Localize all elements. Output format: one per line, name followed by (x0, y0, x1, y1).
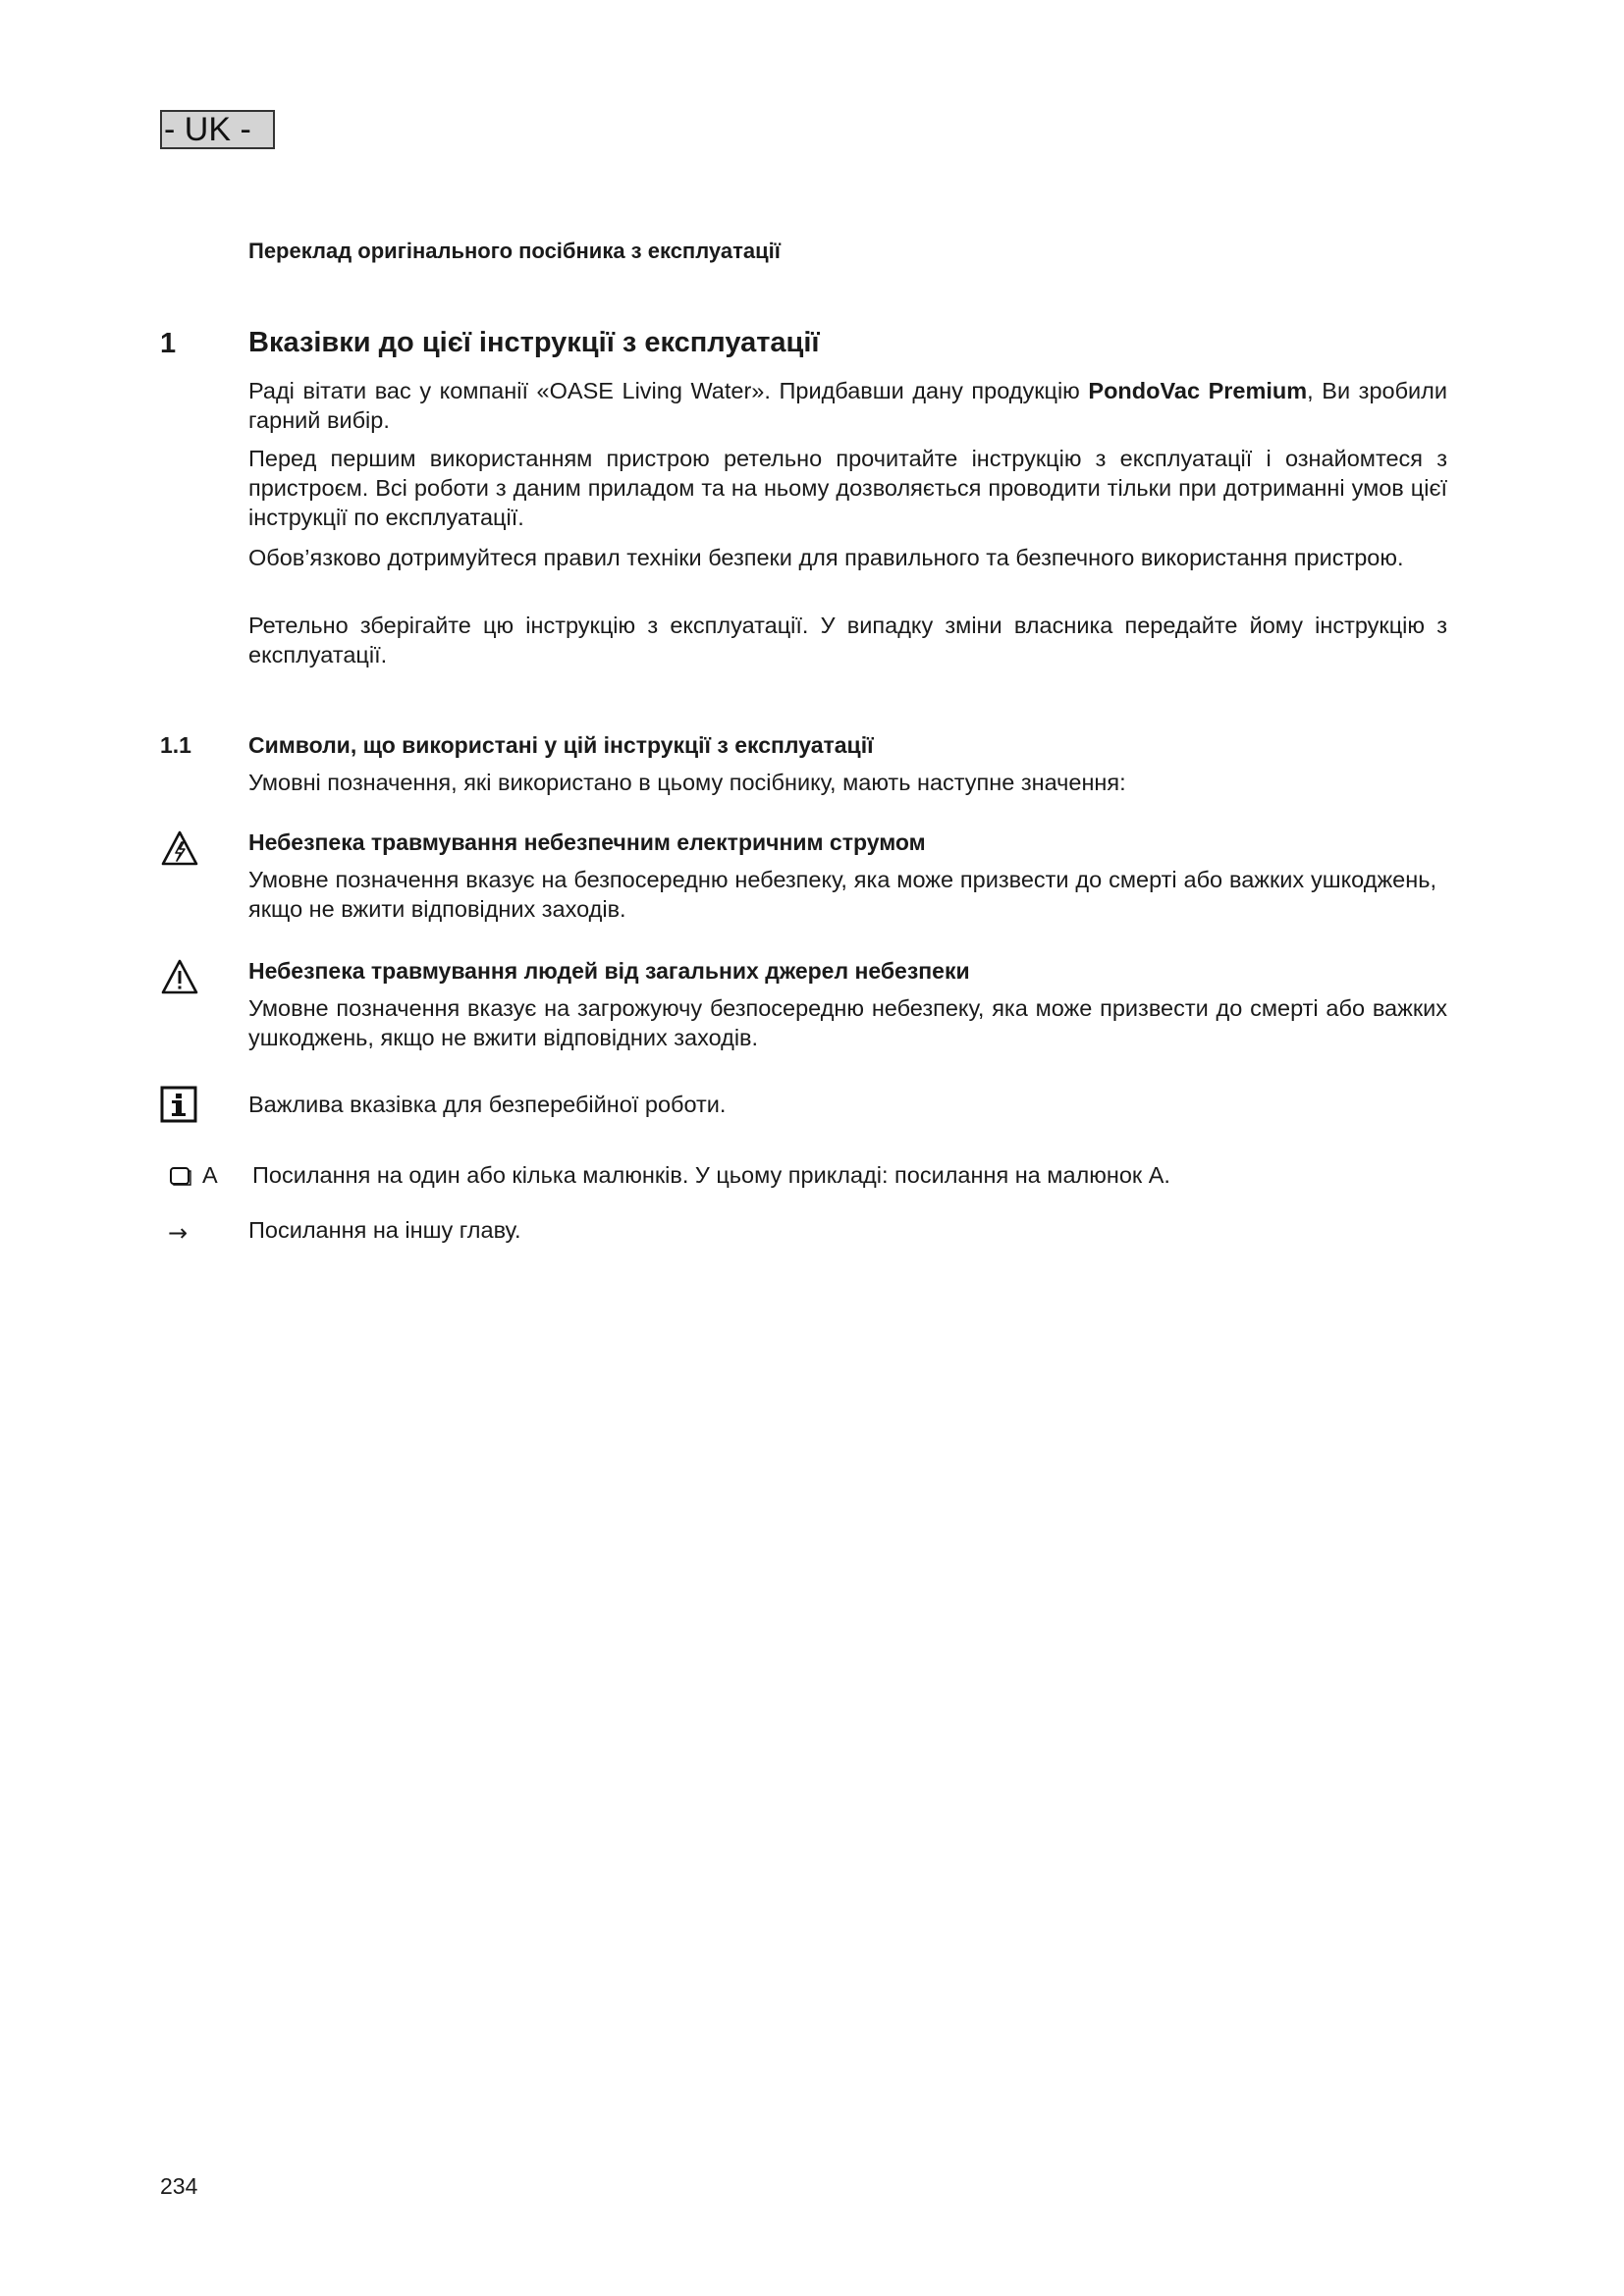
general-hazard-text: Умовне позначення вказує на загрожуючу безпосередню небезпеку, яка може призвести до смерті або важких ушкоджень, якщо не вжити відповідних заходів. (248, 995, 1447, 1050)
figure-reference-icon (169, 1165, 192, 1192)
info-text: Важлива вказівка для безперебійної роботи. (248, 1092, 727, 1117)
subsection-number: 1.1 (160, 732, 191, 758)
product-name: PondoVac Premium (1088, 378, 1308, 403)
general-warning-icon (160, 958, 199, 1000)
intro-text-start: Раді вітати вас у компанії «OASE Living Water». Придбавши дану продукцію (248, 378, 1089, 403)
keep-manual-paragraph: Ретельно зберігайте цю інструкцію з експлуатації. У випадку зміни власника передайте йому інструкцію з експлуатації. (248, 613, 1447, 667)
safety-paragraph: Обов’язково дотримуйтеся правил техніки безпеки для правильного та безпечного використання пристрою. (248, 545, 1404, 570)
intro-paragraph (248, 376, 1447, 435)
section-title: Вказівки до цієї інструкції з експлуатації (248, 327, 820, 358)
chapter-reference-text: Посилання на іншу главу. (248, 1217, 521, 1243)
figure-reference-label: A (202, 1162, 218, 1188)
info-icon (160, 1086, 197, 1128)
figure-reference-text: Посилання на один або кілька малюнків. У цьому прикладі: посилання на малюнок A. (252, 1162, 1170, 1188)
page-number: 234 (160, 2173, 198, 2199)
arrow-right-icon: → (168, 1219, 189, 1247)
symbols-intro: Умовні позначення, які використано в цьому посібнику, мають наступне значення: (248, 770, 1126, 795)
read-manual-paragraph: Перед першим використанням пристрою ретельно прочитайте інструкцію з експлуатації і ознайомтеся з пристроєм. Всі роботи з даним приладом та на ньому дозволяється проводити тільки при дотриманні умов цієї інструкції по експлуатації. (248, 446, 1447, 530)
general-hazard-heading: Небезпека травмування людей від загальних джерел небезпеки (248, 958, 970, 984)
section-number: 1 (160, 328, 177, 359)
electric-warning-icon (160, 829, 199, 872)
electric-hazard-text: Умовне позначення вказує на безпосередню небезпеку, яка може призвести до смерті або важких ушкоджень, якщо не вжити відповідних заходів. (248, 867, 1436, 922)
electric-hazard-heading: Небезпека травмування небезпечним електричним струмом (248, 829, 926, 855)
language-badge: - UK - (160, 110, 275, 149)
intro-text-end: , Ви зробили гарний вибір. (248, 378, 1448, 433)
subsection-title: Символи, що використані у цій інструкції з експлуатації (248, 732, 874, 758)
document-subtitle: Переклад оригінального посібника з експлуатації (248, 239, 781, 263)
